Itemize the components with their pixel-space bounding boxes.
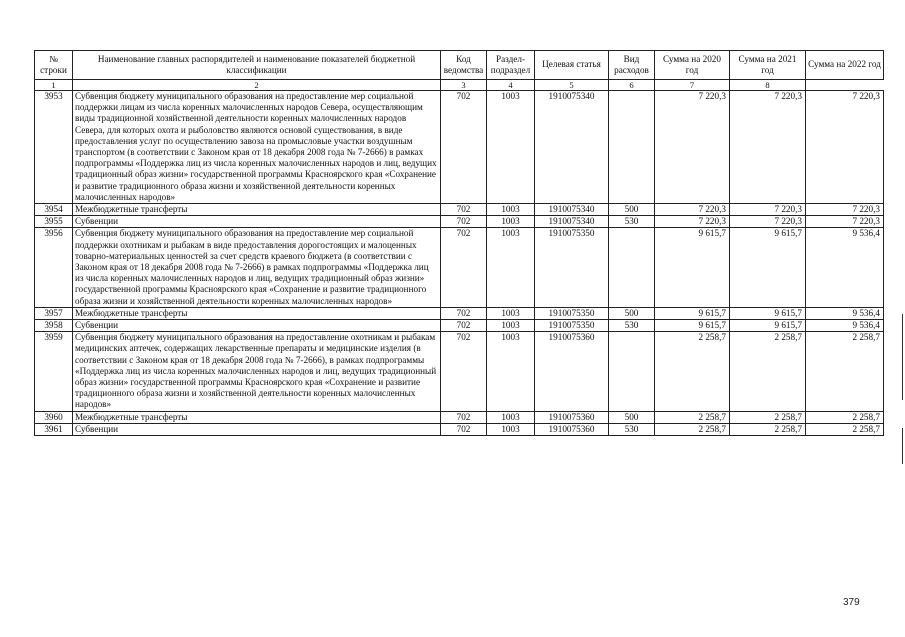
row-section: 1003 [487, 91, 535, 204]
row-type [609, 332, 655, 411]
row-name: Субвенции [73, 423, 441, 435]
row-section: 1003 [487, 307, 535, 319]
row-code: 702 [441, 216, 487, 228]
column-number: 5 [535, 80, 609, 91]
header-name: Наименование главных распорядителей и наименование показателей бюджетной классификации [73, 51, 441, 80]
row-target: 1910075340 [535, 216, 609, 228]
row-name: Межбюджетные трансферты [73, 307, 441, 319]
row-sum-2021: 9 615,7 [730, 307, 806, 319]
row-sum-2022: 2 258,7 [806, 423, 884, 435]
row-sum-2021: 7 220,3 [730, 216, 806, 228]
row-type: 530 [609, 320, 655, 332]
row-number: 3953 [35, 91, 73, 204]
row-type [609, 91, 655, 204]
row-type [609, 228, 655, 307]
row-type: 500 [609, 307, 655, 319]
row-code: 702 [441, 204, 487, 216]
row-number: 3960 [35, 411, 73, 423]
row-sum-2021: 7 220,3 [730, 91, 806, 204]
row-sum-2022: 2 258,7 [806, 332, 884, 411]
column-number: 7 [655, 80, 730, 91]
row-sum-2022: 9 536,4 [806, 228, 884, 307]
table-row [35, 307, 884, 319]
row-section: 1003 [487, 411, 535, 423]
row-code: 702 [441, 411, 487, 423]
row-number: 3959 [35, 332, 73, 411]
row-target: 1910075340 [535, 204, 609, 216]
row-code: 702 [441, 91, 487, 204]
table-row [35, 423, 884, 435]
header-row [35, 51, 884, 80]
row-code: 702 [441, 423, 487, 435]
row-sum-2022: 7 220,3 [806, 216, 884, 228]
header-section: Раздел-подраздел [487, 51, 535, 80]
table-body [35, 91, 884, 436]
column-number: 2 [73, 80, 441, 91]
column-number: 1 [35, 80, 73, 91]
row-target: 1910075350 [535, 228, 609, 307]
header-target: Целевая статья [535, 51, 609, 80]
table-row [35, 320, 884, 332]
row-section: 1003 [487, 204, 535, 216]
row-sum-2020: 7 220,3 [655, 216, 730, 228]
row-sum-2022: 9 536,4 [806, 320, 884, 332]
row-number: 3956 [35, 228, 73, 307]
row-target: 1910075360 [535, 423, 609, 435]
row-target: 1910075340 [535, 91, 609, 204]
row-section: 1003 [487, 423, 535, 435]
row-sum-2021: 9 615,7 [730, 228, 806, 307]
scan-edge-mark [902, 314, 903, 400]
column-number: 4 [487, 80, 535, 91]
header-sum-2020: Сумма на 2020 год [655, 51, 730, 80]
row-name: Субвенция бюджету муниципального образования на предоставление мер социальной поддержки охотникам и рыбакам в виде предоставления дорогостоящих и малоценных товарно-материальных ценностей за счет средств краевого бюджета (в соответствии с Законом края от 18 декабря 2008 года № 7-2666) в рамках подпрограммы «Поддержка лиц из числа коренных малочисленных народов и лиц, ведущих традиционный образ жизни» государственной программы Красноярского края «Сохранение и развитие традиционного образа жизни и хозяйственной деятельности коренных малочисленных народов» [73, 228, 441, 307]
row-sum-2022: 7 220,3 [806, 91, 884, 204]
row-sum-2021: 7 220,3 [730, 204, 806, 216]
row-name: Субвенции [73, 216, 441, 228]
header-sum-2021: Сумма на 2021 год [730, 51, 806, 80]
table-row [35, 216, 884, 228]
scan-edge-mark [902, 428, 903, 464]
column-number: 8 [730, 80, 806, 91]
row-name: Субвенция бюджету муниципального образования на предоставление охотникам и рыбакам медицинских аптечек, содержащих лекарственные препараты и медицинские изделия (в соответствии с Законом края от 18 декабря 2008 года № 7-2666), в рамках подпрограммы «Поддержка лиц из числа коренных малочисленных народов и лиц, ведущих традиционный образ жизни» государственной программы Красноярского края «Сохранение и развитие традиционного образа жизни и хозяйственной деятельности коренных малочисленных народов» [73, 332, 441, 411]
table-row [35, 228, 884, 307]
row-number: 3957 [35, 307, 73, 319]
row-sum-2022: 2 258,7 [806, 411, 884, 423]
header-row-no: № строки [35, 51, 73, 80]
row-number: 3961 [35, 423, 73, 435]
row-sum-2020: 2 258,7 [655, 411, 730, 423]
row-sum-2020: 7 220,3 [655, 91, 730, 204]
column-number: 3 [441, 80, 487, 91]
budget-table [34, 50, 884, 436]
row-sum-2021: 2 258,7 [730, 423, 806, 435]
row-sum-2022: 9 536,4 [806, 307, 884, 319]
row-sum-2020: 2 258,7 [655, 423, 730, 435]
row-type: 500 [609, 411, 655, 423]
header-code: Код ведомства [441, 51, 487, 80]
row-code: 702 [441, 307, 487, 319]
row-number: 3958 [35, 320, 73, 332]
table-row [35, 332, 884, 411]
row-name: Межбюджетные трансферты [73, 204, 441, 216]
row-target: 1910075350 [535, 307, 609, 319]
row-sum-2020: 9 615,7 [655, 320, 730, 332]
row-sum-2020: 9 615,7 [655, 307, 730, 319]
row-target: 1910075360 [535, 332, 609, 411]
header-sum-2022: Сумма на 2022 год [806, 51, 884, 80]
row-sum-2020: 7 220,3 [655, 204, 730, 216]
row-number: 3955 [35, 216, 73, 228]
row-type: 530 [609, 216, 655, 228]
row-type: 530 [609, 423, 655, 435]
row-target: 1910075360 [535, 411, 609, 423]
row-code: 702 [441, 320, 487, 332]
row-section: 1003 [487, 320, 535, 332]
row-type: 500 [609, 204, 655, 216]
row-code: 702 [441, 332, 487, 411]
table-header [35, 51, 884, 91]
row-name: Субвенции [73, 320, 441, 332]
column-number-row [35, 80, 884, 91]
row-section: 1003 [487, 228, 535, 307]
row-sum-2020: 9 615,7 [655, 228, 730, 307]
table-row [35, 411, 884, 423]
row-sum-2021: 2 258,7 [730, 332, 806, 411]
row-sum-2021: 9 615,7 [730, 320, 806, 332]
column-number: 6 [609, 80, 655, 91]
header-type: Вид расходов [609, 51, 655, 80]
page-number: 379 [843, 597, 860, 608]
row-target: 1910075350 [535, 320, 609, 332]
row-code: 702 [441, 228, 487, 307]
row-sum-2021: 2 258,7 [730, 411, 806, 423]
table-row [35, 91, 884, 204]
row-section: 1003 [487, 332, 535, 411]
table-row [35, 204, 884, 216]
row-name: Межбюджетные трансферты [73, 411, 441, 423]
row-number: 3954 [35, 204, 73, 216]
row-section: 1003 [487, 216, 535, 228]
row-name: Субвенция бюджету муниципального образования на предоставление мер социальной поддержки лицам из числа коренных малочисленных народов Севера, осуществляющим виды традиционной хозяйственной деятельности коренных малочисленных народов Севера, для которых охота и рыболовство являются основой существования, в виде предоставления услуг по осуществлению завоза на промысловые участки воздушным транспортом (в соответствии с Законом края от 18 декабря 2008 года № 7-2666) в рамках подпрограммы «Поддержка лиц из числа коренных малочисленных народов и лиц, ведущих традиционный образ жизни» государственной программы Красноярского края «Сохранение и развитие традиционного образа жизни и хозяйственной деятельности коренных малочисленных народов» [73, 91, 441, 204]
row-sum-2020: 2 258,7 [655, 332, 730, 411]
row-sum-2022: 7 220,3 [806, 204, 884, 216]
